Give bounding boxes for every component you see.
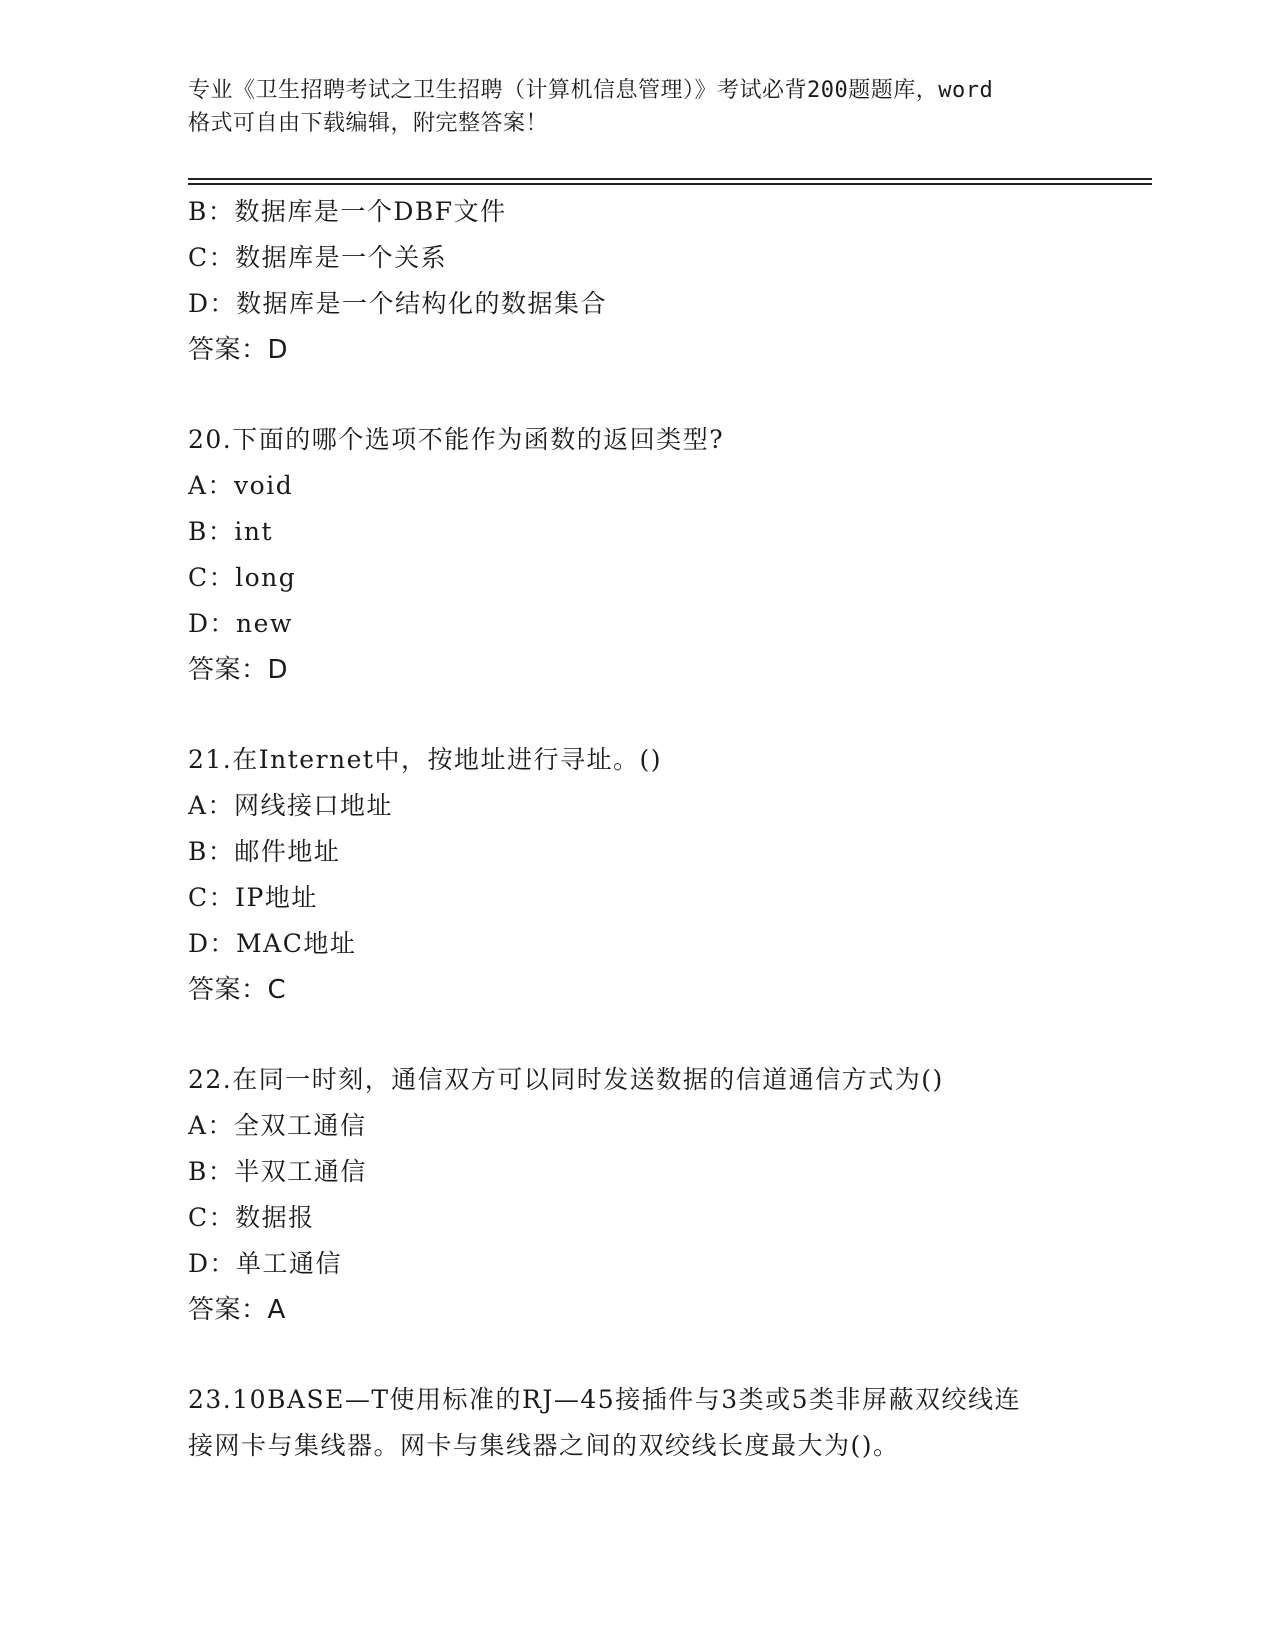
question-text: 20.下面的哪个选项不能作为函数的返回类型? bbox=[188, 425, 725, 454]
option-b: B：邮件地址 bbox=[188, 837, 341, 866]
header-divider-bottom bbox=[188, 183, 1152, 185]
header-line-2: 格式可自由下载编辑，附完整答案！ bbox=[188, 111, 549, 136]
option-d: D：new bbox=[188, 609, 293, 638]
question-19 bbox=[188, 189, 1088, 373]
option-b: B：半双工通信 bbox=[188, 1157, 367, 1186]
option-d: D：MAC地址 bbox=[188, 929, 357, 958]
spacer bbox=[188, 1013, 1088, 1057]
answer: 答案：C bbox=[188, 975, 287, 1005]
option-b: B：数据库是一个DBF文件 bbox=[188, 197, 507, 226]
spacer bbox=[188, 693, 1088, 737]
option-d: D：单工通信 bbox=[188, 1249, 343, 1278]
spacer bbox=[188, 373, 1088, 417]
option-a: A：void bbox=[188, 471, 294, 500]
option-b: B：int bbox=[188, 517, 274, 546]
question-22 bbox=[188, 1057, 1088, 1333]
question-text: 21.在Internet中，按地址进行寻址。() bbox=[188, 745, 662, 774]
option-d: D：数据库是一个结构化的数据集合 bbox=[188, 289, 608, 318]
option-c: C：数据报 bbox=[188, 1203, 315, 1232]
answer: 答案：A bbox=[188, 1295, 286, 1325]
spacer bbox=[188, 1333, 1088, 1377]
answer: 答案：D bbox=[188, 655, 289, 685]
question-23 bbox=[188, 1377, 1088, 1469]
option-a: A：网线接口地址 bbox=[188, 791, 394, 820]
document-header bbox=[188, 74, 1088, 140]
question-20 bbox=[188, 417, 1088, 693]
option-a: A：全双工通信 bbox=[188, 1111, 367, 1140]
option-c: C：数据库是一个关系 bbox=[188, 243, 448, 272]
question-text-line-2: 接网卡与集线器。网卡与集线器之间的双绞线长度最大为()。 bbox=[188, 1431, 900, 1460]
header-line-1: 专业《卫生招聘考试之卫生招聘（计算机信息管理）》考试必背200题题库，word bbox=[188, 78, 994, 103]
header-divider-top bbox=[188, 178, 1152, 180]
question-text-line-1: 23.10BASE—T使用标准的RJ—45接插件与3类或5类非屏蔽双绞线连 bbox=[188, 1385, 1022, 1414]
question-list bbox=[188, 189, 1088, 1469]
answer: 答案：D bbox=[188, 335, 289, 365]
question-text: 22.在同一时刻，通信双方可以同时发送数据的信道通信方式为() bbox=[188, 1065, 944, 1094]
question-21 bbox=[188, 737, 1088, 1013]
option-c: C：long bbox=[188, 563, 297, 592]
option-c: C：IP地址 bbox=[188, 883, 318, 912]
